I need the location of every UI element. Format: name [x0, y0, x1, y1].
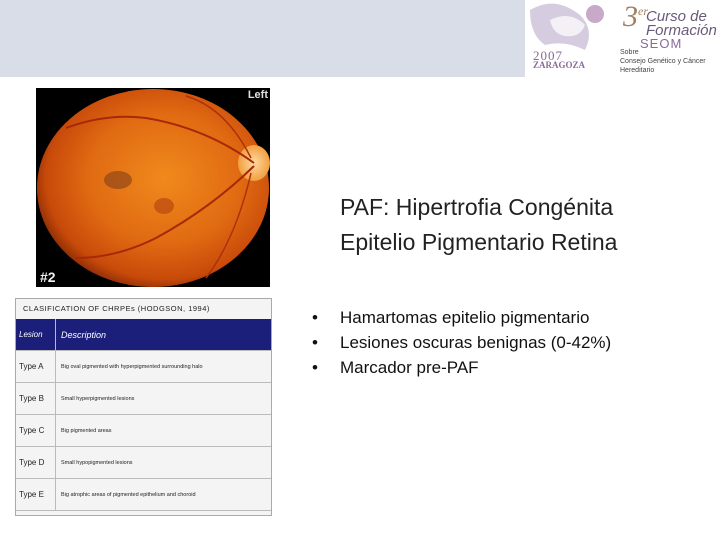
lesion-type-cell: Type A — [16, 351, 56, 383]
logo-subtitle-line: Consejo Genético y Cáncer — [620, 58, 706, 65]
description-cell: Big oval pigmented with hyperpigmented surrounding halo — [56, 351, 272, 383]
classification-table — [16, 319, 271, 511]
course-logo — [525, 0, 720, 77]
logo-edition-suffix: er — [638, 4, 648, 18]
table-row — [16, 479, 271, 511]
slide-title-line2: Epitelio Pigmentario Retina — [340, 229, 618, 255]
classification-title: CLASIFICATION OF CHRPEs (HODGSON, 1994) — [23, 304, 210, 313]
logo-subtitle-line: Hereditario — [620, 67, 655, 74]
description-cell: Small hyperpigmented lesions — [56, 383, 272, 415]
description-cell: Small hypopigmented lesions — [56, 447, 272, 479]
table-header-row — [16, 319, 271, 351]
table-row — [16, 351, 271, 383]
table-row — [16, 447, 271, 479]
logo-subtitle-line: Sobre — [620, 49, 639, 56]
description-cell: Big pigmented areas — [56, 415, 272, 447]
logo-edition-number: 3 — [623, 0, 638, 33]
eye-label: Left — [247, 89, 268, 101]
slide-title-line1: PAF: Hipertrofia Congénita — [340, 194, 614, 220]
slide-title — [340, 190, 700, 260]
bullet-list — [312, 305, 611, 380]
retina-fundus-photo — [36, 88, 270, 287]
lesion-type-cell: Type C — [16, 415, 56, 447]
logo-edition — [623, 0, 648, 34]
logo-subtitle — [620, 48, 718, 75]
logo-line2: Formación — [646, 22, 717, 39]
image-number: #2 — [40, 269, 56, 285]
logo-city: ZARAGOZA — [533, 60, 586, 70]
table-row — [16, 383, 271, 415]
table-row — [16, 415, 271, 447]
logo-year: 2007 — [533, 48, 563, 63]
list-item: • Hamartomas epitelio pigmentario — [312, 305, 611, 330]
lesion-type-cell: Type D — [16, 447, 56, 479]
lesion-type-cell: Type B — [16, 383, 56, 415]
list-item: • Lesiones oscuras benignas (0-42%) — [312, 330, 611, 355]
lesion-type-cell: Type E — [16, 479, 56, 511]
column-header-description: Description — [56, 319, 272, 351]
list-item: • Marcador pre-PAF — [312, 355, 611, 380]
column-header-lesion: Lesion — [16, 319, 56, 351]
description-cell: Big atrophic areas of pigmented epithelium and choroid — [56, 479, 272, 511]
fundus-image — [36, 88, 270, 287]
logo-line1: Curso de — [646, 8, 707, 25]
logo-line3: SEOM — [640, 36, 683, 51]
classification-panel — [15, 298, 272, 516]
